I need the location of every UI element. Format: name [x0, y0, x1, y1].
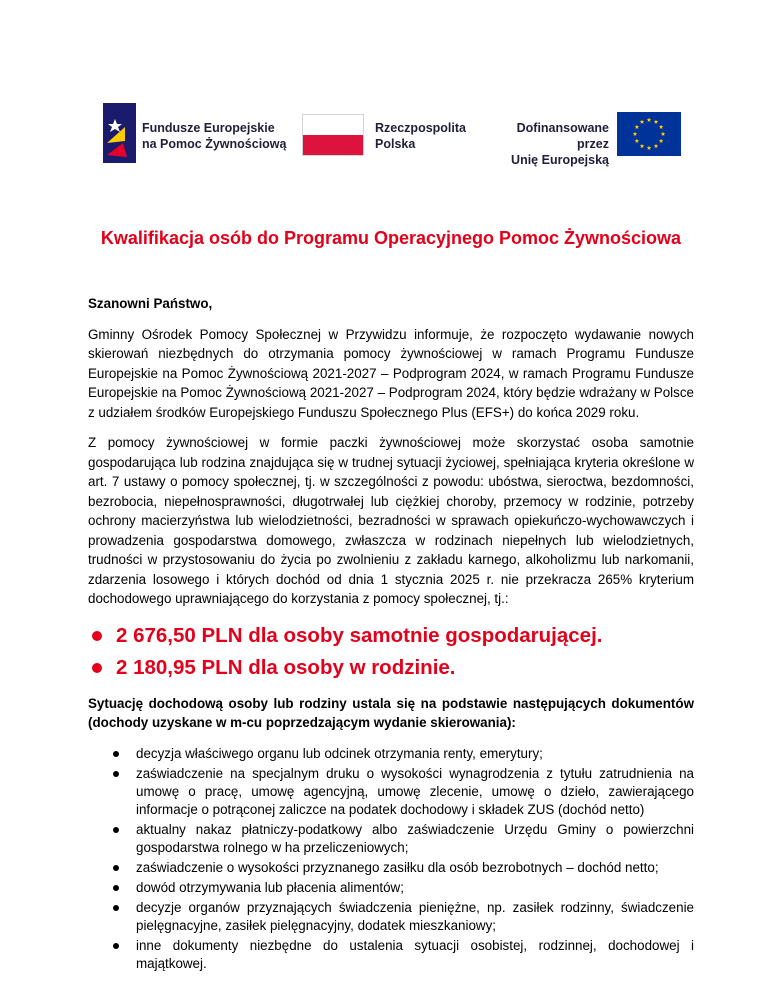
documents-intro: Sytuację dochodową osoby lub rodziny ustala się na podstawie następujących dokumentów (dochody uzyskane w m-cu poprzedzającym wydanie skierowania):: [88, 695, 694, 730]
document-body: [88, 294, 694, 975]
document-item: decyzja właściwego organu lub odcinek otrzymania renty, emerytury;: [88, 745, 694, 763]
bullet-icon: [113, 865, 119, 871]
page-title: Kwalifikacja osób do Programu Operacyjnego Pomoc Żywnościowa: [100, 228, 682, 248]
fepz-logo-icon: [103, 103, 136, 163]
bullet-icon: [113, 771, 119, 777]
document-item: inne dokumenty niezbędne do ustalenia sytuacji osobistej, rodzinnej, dochodowej i majątkowej.: [88, 937, 694, 973]
bullet-icon: [113, 751, 119, 757]
income-thresholds-list: [88, 620, 694, 684]
threshold-item: 2 676,50 PLN dla osoby samotnie gospodarującej.: [88, 620, 694, 652]
document-item: decyzje organów przyznających świadczenia pieniężne, np. zasiłek rodzinny, świadczenie pielęgnacyjne, zasiłek pielęgnacyjny, dodatek mieszkaniowy;: [88, 899, 694, 935]
document-item: zaświadczenie o wysokości przyznanego zasiłku dla osób bezrobotnych – dochód netto;: [88, 859, 694, 877]
fepz-logo-text: Fundusze Europejskie na Pomoc Żywnościową: [142, 121, 287, 151]
bullet-icon: [113, 885, 119, 891]
required-documents-list: [88, 745, 694, 973]
logo-strip: [0, 0, 782, 170]
bullet-icon: [113, 827, 119, 833]
greeting: Szanowni Państwo,: [88, 296, 213, 311]
document-item: dowód otrzymywania lub płacenia alimentów;: [88, 879, 694, 897]
document-item: zaświadczenie na specjalnym druku o wysokości wynagrodzenia z tytułu zatrudnienia na umowę o pracę, umowę agencyjną, umowę zlecenie, umowę o dzieło, zawierającego informacje o potrąconej zaliczce na podatek dochodowy i składek ZUS (dochód netto): [88, 765, 694, 819]
eligibility-paragraph: Z pomocy żywnościowej w formie paczki żywnościowej może skorzystać osoba samotnie gospodarująca lub rodzina znajdująca się w trudnej sytuacji życiowej, spełniająca kryteria określone w art. 7 ustawy o pomocy społecznej, tj. w szczególności z powodu: ubóstwa, sieroctwa, bezdomności, bezrobocia, niepełnosprawności, długotrwałej lub ciężkiej choroby, przemocy w rodzinie, potrzeby ochrony macierzyństwa lub wielodzietności, bezradności w sprawach opiekuńczo-wychowawczych i prowadzenia gospodarstwa domowego, zwłaszcza w rodzinach niepełnych lub wielodzietnych, trudności w przystosowaniu do życia po zwolnieniu z zakładu karnego, alkoholizmu lub narkomanii, zdarzenia losowego i których dochód od dnia 1 stycznia 2025 r. nie przekracza 265% kryterium dochodowego uprawniającego do korzystania z pomocy społecznej, tj.:: [88, 435, 694, 606]
document-item: aktualny nakaz płatniczy-podatkowy albo zaświadczenie Urzędu Gminy o powierzchni gospodarstwa rolnego w ha przeliczeniowych;: [88, 821, 694, 857]
bullet-icon: [92, 631, 102, 641]
eu-logo-text: Dofinansowane przez Unię Europejską: [511, 121, 609, 167]
bullet-icon: [113, 943, 119, 949]
bullet-icon: [113, 905, 119, 911]
bullet-icon: [92, 663, 102, 673]
poland-logo-text: Rzeczpospolita Polska: [375, 121, 466, 151]
poland-flag-icon: [302, 114, 364, 156]
eu-flag-icon: [617, 112, 681, 156]
threshold-item: 2 180,95 PLN dla osoby w rodzinie.: [88, 652, 694, 684]
intro-paragraph: Gminny Ośrodek Pomocy Społecznej w Przywidzu informuje, że rozpoczęto wydawanie nowych skierowań niezbędnych do otrzymania pomocy żywnościowej w ramach Programu Fundusze Europejskie na Pomoc Żywnościową 2021-2027 – Podprogram 2024, w ramach Programu Fundusze Europejskie na Pomoc Żywnościową 2021-2027 – Podprogram 2024, który będzie wdrażany w Polsce z udziałem środków Europejskiego Funduszu Społecznego Plus (EFS+) do końca 2029 roku.: [88, 326, 694, 420]
